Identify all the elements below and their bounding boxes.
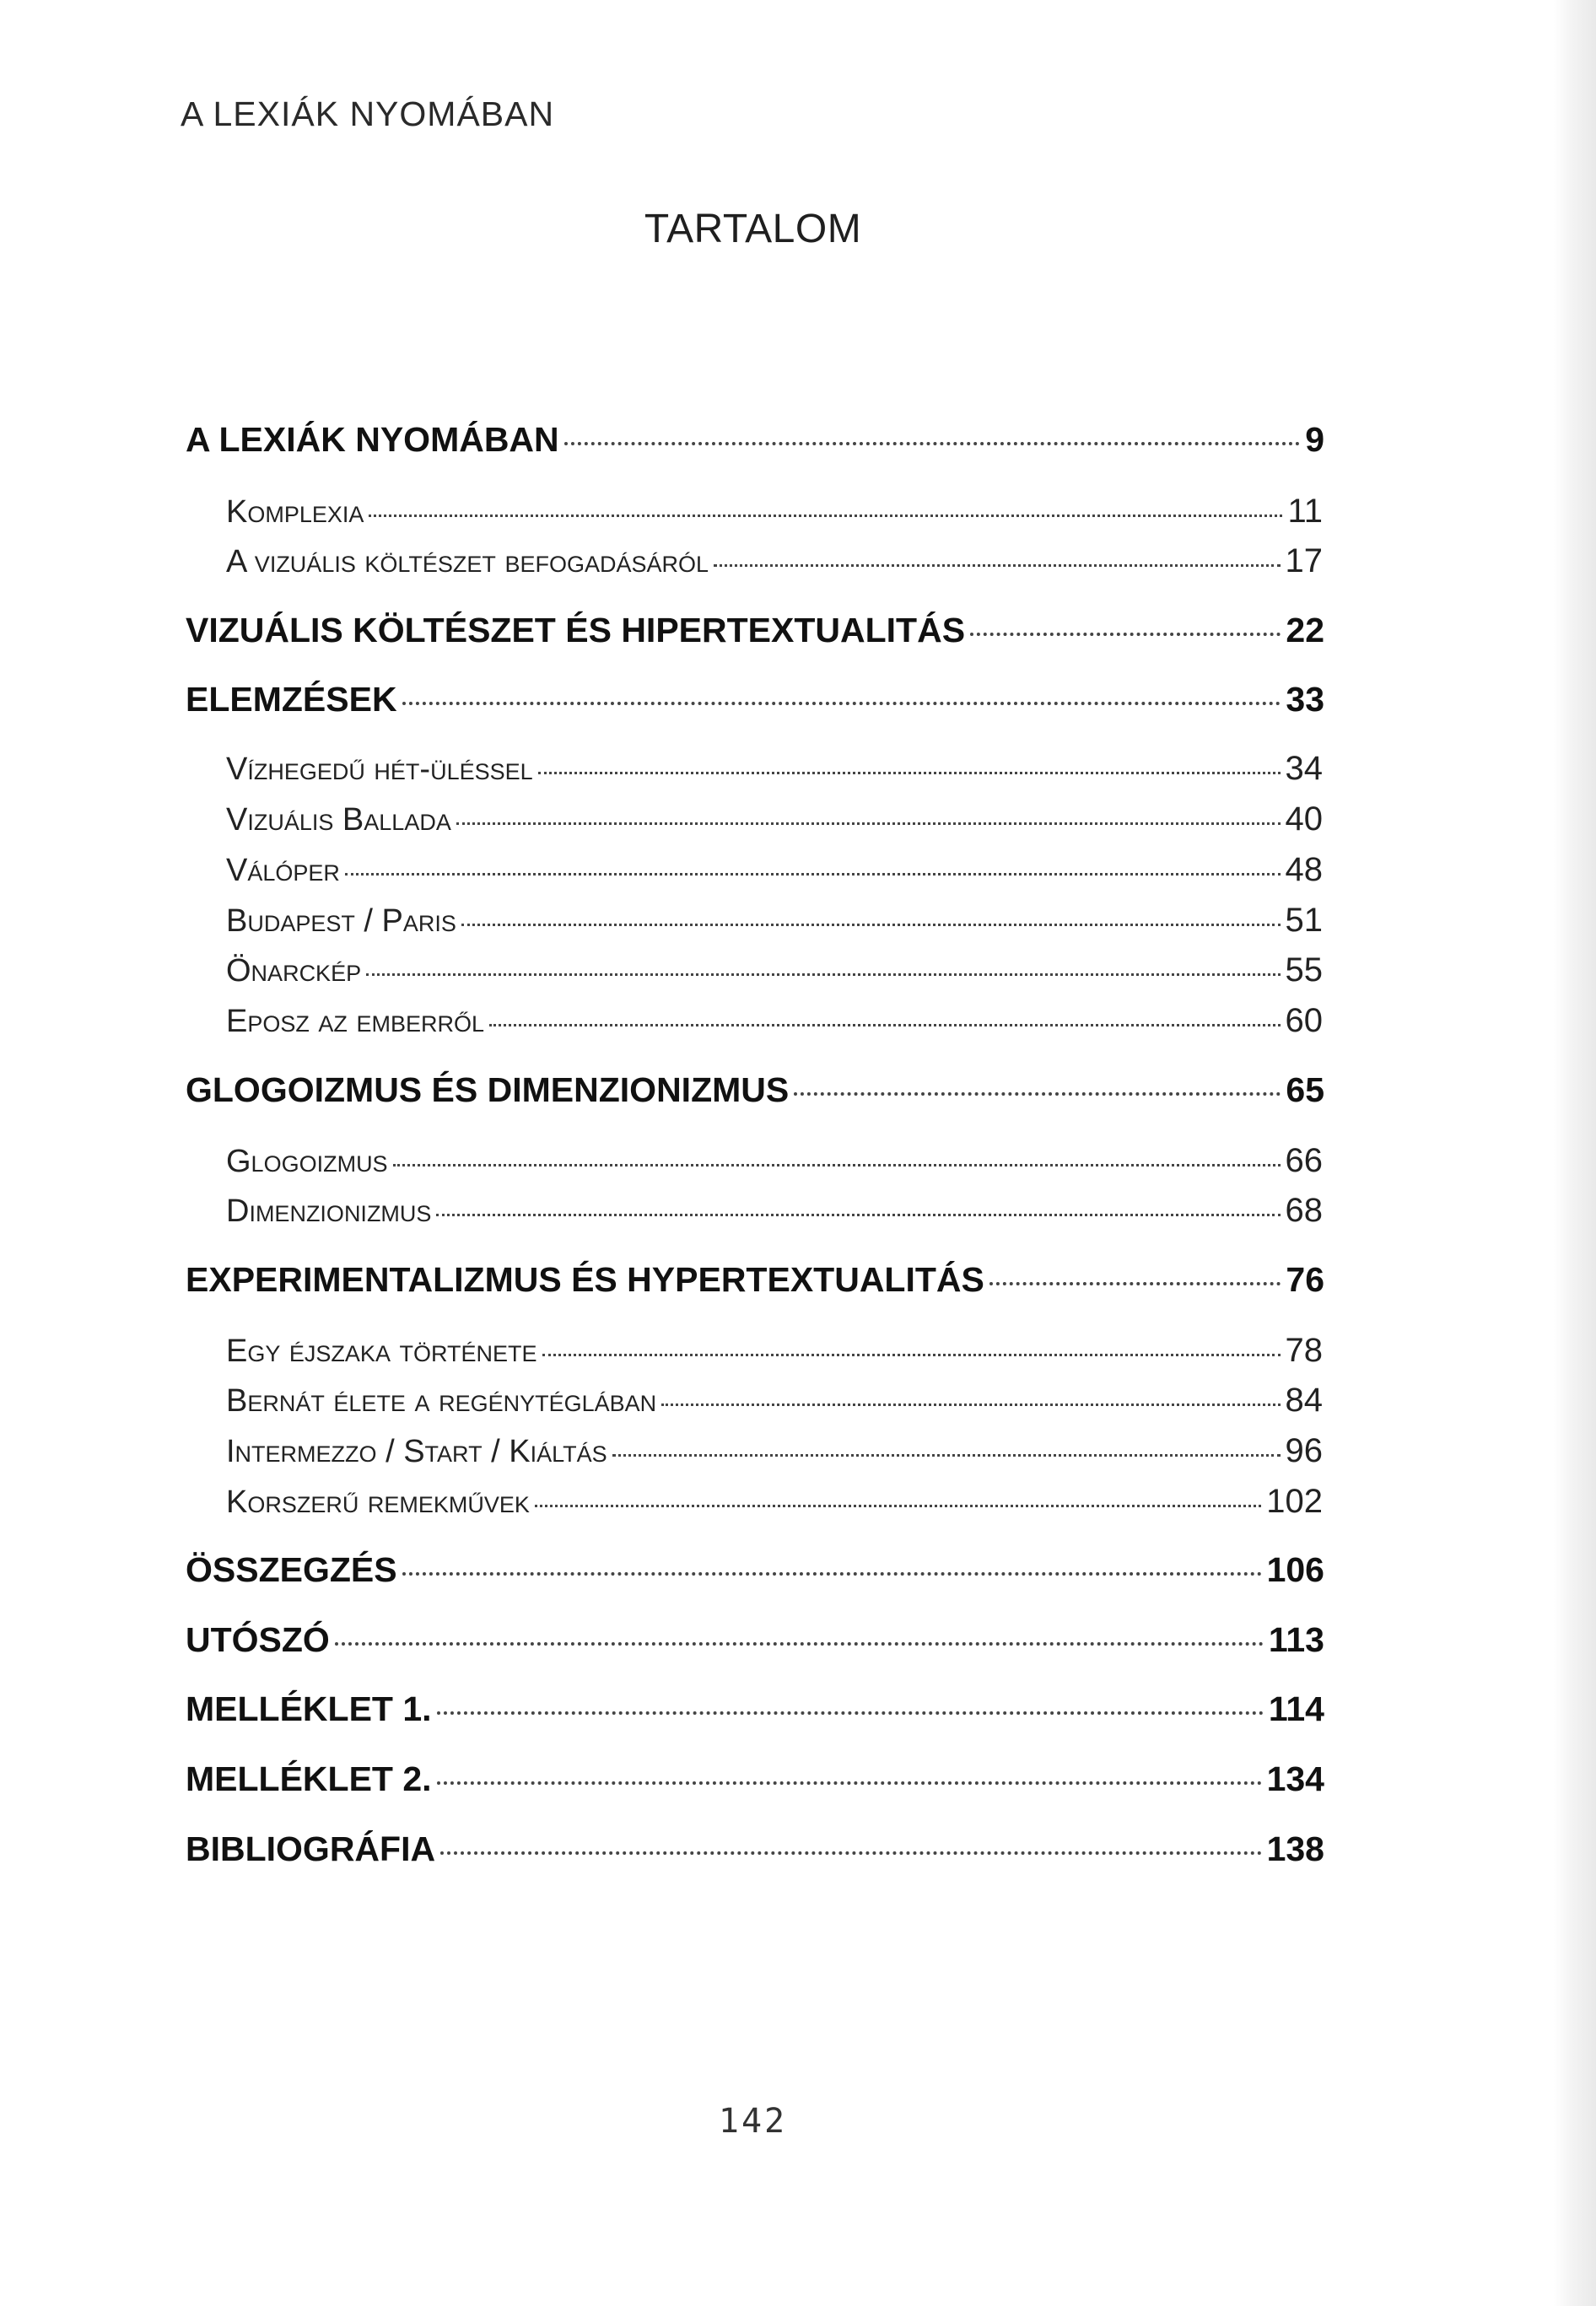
- toc-dot-leader: [440, 1851, 1261, 1855]
- toc-entry-title: ÖSSZEGZÉS: [186, 1550, 397, 1589]
- page-edge-shadow: [1554, 0, 1596, 2306]
- toc-subentry-title: Eposz az emberről: [226, 1004, 485, 1039]
- toc-subentry-title: Bernát élete a regénytéglában: [226, 1383, 657, 1419]
- toc-dot-leader: [402, 1572, 1262, 1576]
- toc-subentry-page: 68: [1285, 1192, 1323, 1229]
- toc-subentry: [226, 800, 1323, 838]
- toc-entry: [186, 680, 1324, 719]
- toc-entry: [186, 1070, 1324, 1110]
- toc-subentry: [226, 851, 1323, 889]
- toc-dot-leader: [564, 442, 1301, 445]
- toc-entry: [186, 1260, 1324, 1300]
- toc-dot-leader: [989, 1282, 1281, 1285]
- toc-entry: [186, 1829, 1324, 1869]
- toc-subentry-title: Budapest / Paris: [226, 903, 456, 939]
- toc-dot-leader: [366, 973, 1280, 976]
- toc-subentry-title: Glogoizmus: [226, 1144, 388, 1179]
- toc-entry-page: 106: [1266, 1550, 1324, 1589]
- toc-dot-leader: [714, 564, 1280, 567]
- toc-entry-page: 134: [1266, 1759, 1324, 1798]
- toc-subentry-page: 17: [1285, 542, 1323, 579]
- toc-subentry: [226, 1332, 1323, 1370]
- toc-entry-page: 22: [1286, 611, 1324, 649]
- toc-subentry: [226, 1002, 1323, 1040]
- toc-subentry-title: Dimenzionizmus: [226, 1193, 432, 1229]
- toc-subentry-page: 96: [1285, 1432, 1323, 1469]
- toc-dot-leader: [437, 1781, 1262, 1785]
- toc-subentry-page: 60: [1285, 1002, 1323, 1039]
- toc-dot-leader: [335, 1642, 1264, 1646]
- toc-subentry: [226, 1142, 1323, 1180]
- toc-dot-leader: [436, 1214, 1280, 1216]
- toc-subentry-page: 34: [1285, 750, 1323, 787]
- toc-entry-title: ELEMZÉSEK: [186, 680, 397, 719]
- toc-entry-page: 114: [1268, 1689, 1324, 1728]
- toc-subentry-page: 48: [1285, 851, 1323, 888]
- toc-subentry: [226, 1382, 1323, 1420]
- toc-subentry-page: 51: [1285, 902, 1323, 939]
- toc-subentry-title: Korszerű remekművek: [226, 1484, 530, 1520]
- toc-entry: [186, 1620, 1324, 1660]
- toc-dot-leader: [661, 1404, 1280, 1406]
- toc-subentry-page: 40: [1285, 800, 1323, 838]
- toc-subentry-title: Válóper: [226, 853, 340, 888]
- toc-subentry-page: 11: [1287, 493, 1323, 530]
- toc-dot-leader: [794, 1092, 1281, 1096]
- toc-entry-title: EXPERIMENTALIZMUS ÉS HYPERTEXTUALITÁS: [186, 1260, 984, 1299]
- toc-subentry-title: Egy éjszaka története: [226, 1333, 537, 1369]
- toc-dot-leader: [402, 702, 1281, 705]
- toc-subentry-title: A vizuális költészet befogadásáról: [226, 544, 709, 579]
- toc-entry: [186, 1689, 1324, 1729]
- toc-dot-leader: [535, 1505, 1261, 1507]
- toc-subentry-page: 55: [1285, 951, 1323, 989]
- toc-entry-page: 9: [1305, 420, 1324, 459]
- toc-subentry-title: Komplexia: [226, 494, 364, 530]
- toc-entry-page: 65: [1286, 1070, 1324, 1109]
- toc-entry: [186, 1550, 1324, 1590]
- toc-subentry-page: 102: [1266, 1483, 1323, 1520]
- running-header: A LEXIÁK NYOMÁBAN: [181, 94, 555, 133]
- toc-subentry: [226, 1483, 1323, 1521]
- toc-dot-leader: [538, 772, 1281, 774]
- toc-dot-leader: [612, 1454, 1281, 1457]
- toc-subentry-title: Önarckép: [226, 953, 362, 989]
- toc-entry: [186, 611, 1324, 650]
- toc-entry: [186, 420, 1324, 460]
- toc-subentry: [226, 493, 1323, 531]
- toc-dot-leader: [393, 1164, 1281, 1166]
- toc-subentry-title: Intermezzo / Start / Kiáltás: [226, 1434, 607, 1469]
- toc-subentry: [226, 951, 1323, 989]
- toc-entry-title: MELLÉKLET 1.: [186, 1689, 432, 1728]
- toc-dot-leader: [369, 515, 1282, 517]
- toc-entry-page: 113: [1268, 1620, 1324, 1659]
- toc-entry-page: 138: [1266, 1829, 1324, 1868]
- toc-entry-title: BIBLIOGRÁFIA: [186, 1829, 436, 1868]
- toc-entry-title: MELLÉKLET 2.: [186, 1759, 432, 1798]
- toc-dot-leader: [437, 1711, 1264, 1715]
- toc-subentry: [226, 1192, 1323, 1230]
- toc-dot-leader: [456, 822, 1281, 825]
- toc-subentry-page: 66: [1285, 1142, 1323, 1179]
- toc-subentry: [226, 750, 1323, 788]
- toc-dot-leader: [970, 633, 1281, 636]
- toc-subentry-page: 84: [1285, 1382, 1323, 1419]
- toc-entry-page: 76: [1286, 1260, 1324, 1299]
- toc-subentry-page: 78: [1285, 1332, 1323, 1369]
- toc-dot-leader: [542, 1354, 1281, 1356]
- page-title: TARTALOM: [644, 207, 862, 251]
- toc-entry-title: VIZUÁLIS KÖLTÉSZET ÉS HIPERTEXTUALITÁS: [186, 611, 966, 649]
- toc-subentry: [226, 902, 1323, 940]
- toc-entry-title: A LEXIÁK NYOMÁBAN: [186, 420, 559, 459]
- toc-subentry: [226, 1432, 1323, 1470]
- toc-entry-title: GLOGOIZMUS ÉS DIMENZIONIZMUS: [186, 1070, 790, 1109]
- toc-entry-page: 33: [1286, 680, 1324, 719]
- toc-entry-title: UTÓSZÓ: [186, 1620, 330, 1659]
- toc-dot-leader: [345, 873, 1281, 876]
- toc-subentry: [226, 542, 1323, 580]
- toc-entry: [186, 1759, 1324, 1799]
- toc-dot-leader: [489, 1024, 1280, 1026]
- toc-subentry-title: Vízhegedű hét-üléssel: [226, 752, 533, 787]
- toc-subentry-title: Vizuális Ballada: [226, 802, 451, 838]
- toc-dot-leader: [461, 924, 1281, 926]
- page-number: 142: [718, 2102, 788, 2141]
